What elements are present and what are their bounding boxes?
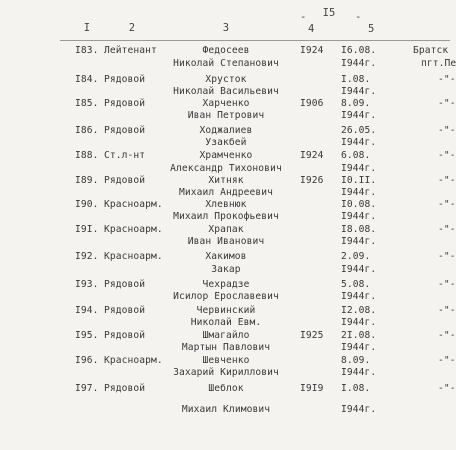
record-surname: Хрусток: [205, 74, 247, 85]
record-surname: Ходжалиев: [199, 125, 253, 136]
record-surname: Хитняк: [208, 175, 244, 186]
record-date-year: I944г.: [341, 86, 377, 97]
record-rank: Рядовой: [104, 279, 146, 290]
record-date: I0.II.: [341, 175, 377, 186]
record-burial-place-line2: пгт.Пе: [421, 58, 456, 69]
record-surname: Шевченко: [202, 355, 250, 366]
record-given-name: Николай Евм.: [190, 317, 262, 328]
record-rank: Рядовой: [104, 125, 146, 136]
record-date: 26.05.: [341, 125, 377, 136]
record-ditto-mark: -"-: [438, 224, 456, 235]
record-ditto-mark: -"-: [438, 279, 456, 290]
record-rank: Красноарм.: [104, 224, 163, 235]
record-date: I2.08.: [341, 305, 377, 316]
record-number: I94.: [75, 305, 99, 316]
record-number: I9I.: [75, 224, 99, 235]
record-date: 6.08.: [341, 150, 371, 161]
record-given-name: Мартын Павлович: [181, 342, 271, 353]
record-given-name: Николай Степанович: [173, 58, 279, 69]
record-date-year: I944г.: [341, 317, 377, 328]
record-date: I.08.: [341, 383, 371, 394]
record-date: I0.08.: [341, 199, 377, 210]
record-surname: Храмченко: [199, 150, 253, 161]
record-date-year: I944г.: [341, 367, 377, 378]
record-date: 8.09.: [341, 355, 371, 366]
record-date-year: I944г.: [341, 58, 377, 69]
record-ditto-mark: -"-: [438, 355, 456, 366]
record-date-year: I944г.: [341, 236, 377, 247]
record-rank: Рядовой: [104, 330, 146, 341]
column-header-5: 5: [368, 23, 375, 35]
record-surname: Храпак: [208, 224, 244, 235]
record-number: I92.: [75, 251, 99, 262]
column-header-4: 4: [308, 23, 315, 35]
record-ditto-mark: -"-: [438, 175, 456, 186]
record-number: I95.: [75, 330, 99, 341]
record-number: I96.: [75, 355, 99, 366]
record-surname: Шмагайло: [202, 330, 250, 341]
header-rule: [60, 40, 450, 41]
record-surname: Хлевнюк: [205, 199, 247, 210]
record-number: I88.: [75, 150, 99, 161]
record-date-year: I944г.: [341, 187, 377, 198]
record-date: I.08.: [341, 74, 371, 85]
record-ditto-mark: -"-: [438, 199, 456, 210]
record-number: I93.: [75, 279, 99, 290]
page-number: I5: [322, 7, 336, 19]
column-header-2: 2: [128, 22, 136, 34]
record-given-name: Исилор Ерославевич: [173, 291, 279, 302]
record-date-year: I944г.: [341, 264, 377, 275]
record-ditto-mark: -"-: [438, 150, 456, 161]
record-burial-place: Братск: [413, 45, 449, 56]
column-header-4-dash: -: [300, 11, 307, 23]
record-number: I97.: [75, 383, 99, 394]
record-ditto-mark: -"-: [438, 305, 456, 316]
record-surname: Харченко: [202, 98, 250, 109]
record-given-name: Захарий Кириллович: [173, 367, 279, 378]
record-surname: Шеблок: [208, 383, 244, 394]
record-ditto-mark: -"-: [438, 74, 456, 85]
record-surname: Чехрадзе: [202, 279, 250, 290]
record-given-name: Узакбей: [205, 137, 247, 148]
record-date: 2I.08.: [341, 330, 377, 341]
record-rank: Рядовой: [104, 305, 146, 316]
record-date: 8.09.: [341, 98, 371, 109]
record-given-name: Михаил Прокофьевич: [173, 211, 279, 222]
record-ditto-mark: -"-: [438, 251, 456, 262]
column-header-3: 3: [222, 22, 230, 34]
record-rank: Рядовой: [104, 383, 146, 394]
record-ditto-mark: -"-: [438, 383, 456, 394]
record-rank: Красноарм.: [104, 199, 163, 210]
record-birth-year: I925: [300, 330, 324, 341]
record-date-year: I944г.: [341, 291, 377, 302]
record-birth-year: I906: [300, 98, 324, 109]
record-given-name: Николай Васильевич: [173, 86, 279, 97]
record-date-year: I944г.: [341, 211, 377, 222]
record-rank: Рядовой: [104, 175, 146, 186]
record-date: I6.08.: [341, 45, 377, 56]
record-ditto-mark: -"-: [438, 330, 456, 341]
record-rank: Красноарм.: [104, 355, 163, 366]
record-rank: Красноарм.: [104, 251, 163, 262]
record-given-name: Иван Петрович: [187, 110, 265, 121]
record-ditto-mark: -"-: [438, 98, 456, 109]
record-date: 2.09.: [341, 251, 371, 262]
record-date-year: I944г.: [341, 110, 377, 121]
record-birth-year: I924: [300, 45, 324, 56]
record-birth-year: I926: [300, 175, 324, 186]
record-number: I85.: [75, 98, 99, 109]
record-given-name: Иван Иванович: [187, 236, 265, 247]
column-header-1: I: [83, 22, 91, 34]
record-number: I89.: [75, 175, 99, 186]
record-rank: Рядовой: [104, 98, 146, 109]
column-header-5-dash: -: [355, 11, 362, 23]
record-date-year: I944г.: [341, 137, 377, 148]
record-rank: Лейтенант: [104, 45, 157, 56]
record-rank: Рядовой: [104, 74, 146, 85]
record-surname: Хакимов: [205, 251, 247, 262]
record-given-name: Александр Тихонович: [170, 163, 282, 174]
record-date-year: I944г.: [341, 404, 377, 415]
record-surname: Федосеев: [202, 45, 250, 56]
record-given-name: Закар: [211, 264, 241, 275]
record-date-year: I944г.: [341, 163, 377, 174]
record-surname: Червинский: [196, 305, 256, 316]
record-given-name: Михаил Климович: [181, 404, 271, 415]
record-number: I86.: [75, 125, 99, 136]
record-given-name: Михаил Андреевич: [178, 187, 274, 198]
record-date-year: I944г.: [341, 342, 377, 353]
record-rank: Ст.л-нт: [104, 150, 146, 161]
record-birth-year: I9I9: [300, 383, 324, 394]
record-number: I90.: [75, 199, 99, 210]
record-date: 5.08.: [341, 279, 371, 290]
record-date: I8.08.: [341, 224, 377, 235]
record-number: I84.: [75, 74, 99, 85]
record-birth-year: I924: [300, 150, 324, 161]
record-ditto-mark: -"-: [438, 125, 456, 136]
record-number: I83.: [75, 45, 99, 56]
